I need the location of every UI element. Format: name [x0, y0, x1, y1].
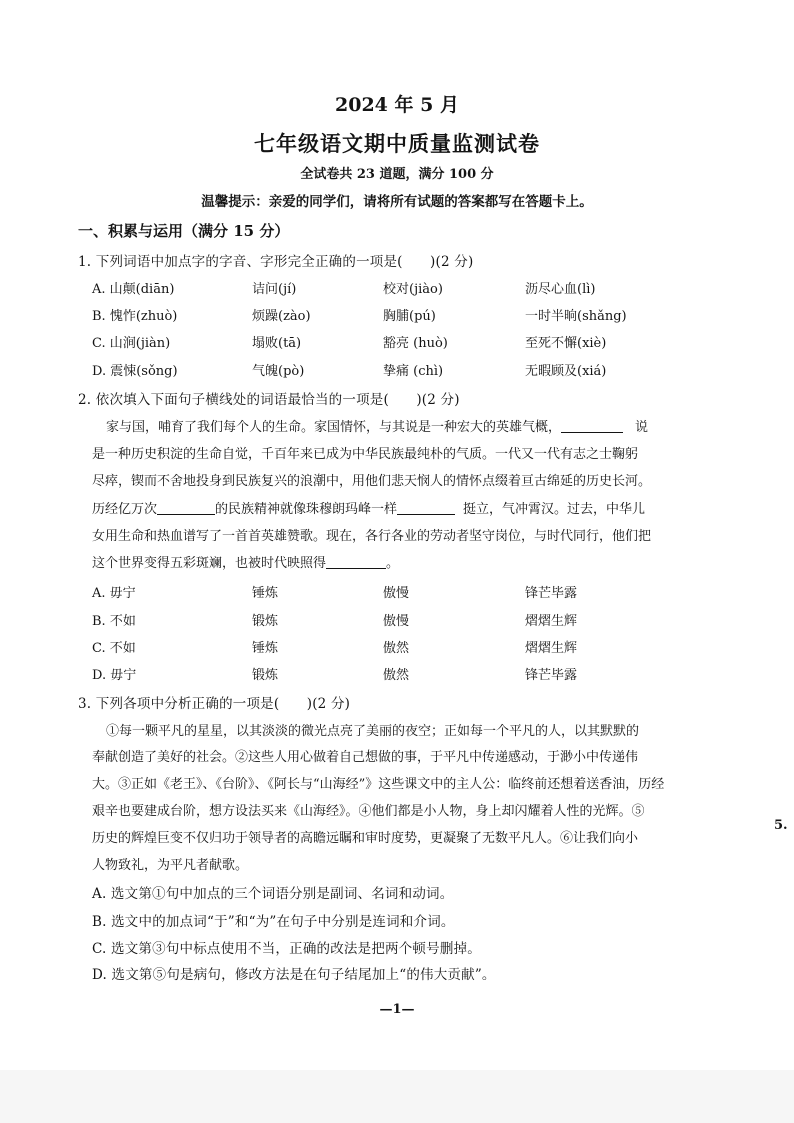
q3-passage-line-4: 艰辛也要建成台阶，想方设法买来《山海经》。④他们都是小人物，身上却闪耀着人性的光辉。⑤: [92, 804, 645, 819]
q1-option-a-word-4: 沥尽心血(lì): [525, 282, 596, 297]
q3-passage-line-6: 人物致礼，为平凡者献歌。: [92, 858, 249, 873]
q2-passage-line-5: 女用生命和热血谱写了一首首英雄赞歌。现在，各行各业的劳动者坚守岗位，与时代同行，他们把: [92, 529, 652, 544]
q1-option-c-word-1: C. 山涧(jiàn): [92, 336, 171, 351]
q2-option-c-word-4: 熠熠生辉: [525, 641, 578, 656]
q2-option-b-word-2: 锻炼: [252, 614, 279, 629]
exam-info: 全试卷共 23 道题，满分 100 分: [300, 167, 494, 182]
exam-title: 七年级语文期中质量监测试卷: [254, 131, 540, 156]
q1-option-d-word-4: 无暇顾及(xiá): [525, 364, 607, 379]
q2-passage-text: 历经亿万次: [92, 502, 158, 517]
q1-option-d-word-2: 气魄(pò): [252, 364, 305, 379]
q1-option-a-word-1: A. 山颠(diān): [92, 282, 175, 297]
q2-option-c-word-1: C. 不如: [92, 641, 136, 656]
page-number: —1—: [379, 1002, 415, 1017]
q2-passage-text: 的民族精神就像珠穆朗玛峰一样: [215, 502, 398, 517]
q1-option-c-word-2: 塌败(tā): [252, 336, 302, 351]
q2-option-a-word-2: 锤炼: [252, 586, 279, 601]
q3-option-c: C. 选文第③句中标点使用不当，正确的改法是把两个顿号删掉。: [92, 941, 481, 957]
q2-option-a-word-1: A. 毋宁: [92, 586, 136, 601]
answer-blank: [157, 500, 215, 515]
q3-passage-line-2: 奉献创造了美好的社会。②这些人用心做着自己想做的事，于平凡中传递感动，于渺小中传递伟: [92, 750, 639, 765]
q1-option-a-word-3: 校对(jiào): [383, 282, 443, 297]
q3-option-a: A. 选文第①句中加点的三个词语分别是副词、名词和动词。: [92, 886, 454, 902]
q1-option-b-word-1: B. 愧怍(zhuò): [92, 309, 178, 324]
q3-passage-line-3: 大。③正如《老王》、《台阶》、《阿长与“山海经”》这些课文中的主人公：临终前还想着送香油，历经: [92, 777, 665, 792]
q2-passage-text: 说: [635, 420, 649, 435]
q2-option-d-word-2: 锻炼: [252, 668, 279, 683]
q2-passage-line-2: 是一种历史积淀的生命自觉，千百年来已成为中华民族最纯朴的气质。一代又一代有志之士鞠躬: [92, 447, 639, 462]
answer-blank: [326, 554, 386, 569]
q1-option-b-word-2: 烦躁(zào): [252, 309, 311, 324]
section-heading: 一、积累与运用（满分 15 分）: [78, 222, 290, 240]
q2-option-c-word-2: 锤炼: [252, 641, 279, 656]
q3-passage-line-1: ①每一颗平凡的星星，以其淡淡的微光点亮了美丽的夜空；正如每一个平凡的人，以其默默的: [106, 724, 640, 739]
q2-option-b-word-4: 熠熠生辉: [525, 614, 578, 629]
q2-option-d-word-4: 锋芒毕露: [525, 668, 578, 683]
q2-option-a-word-3: 傲慢: [383, 586, 410, 601]
q3-passage-line-5: 历史的辉煌巨变不仅归功于领导者的高瞻远瞩和审时度势，更凝聚了无数平凡人。⑥让我们向小: [92, 831, 639, 846]
exam-tip: 温馨提示：亲爱的同学们，请将所有试题的答案都写在答题卡上。: [201, 194, 593, 210]
q1-option-d-word-3: 挚痛 (chì): [383, 364, 444, 379]
q3-stem: 3. 下列各项中分析正确的一项是( )(2 分): [78, 696, 351, 712]
q2-option-d-word-3: 傲然: [383, 668, 410, 683]
q2-option-c-word-3: 傲然: [383, 641, 410, 656]
q1-option-c-word-4: 至死不懈(xiè): [525, 336, 607, 351]
q3-option-d: D. 选文第⑤句是病句，修改方法是在句子结尾加上“的伟大贡献”。: [92, 967, 496, 983]
q1-option-a-word-2: 诘问(jí): [252, 282, 297, 297]
q2-passage-line-1: [92, 416, 648, 435]
q2-option-a-word-4: 锋芒毕露: [525, 586, 578, 601]
q1-option-d-word-1: D. 震悚(sǒng): [92, 364, 178, 379]
q2-stem: 2. 依次填入下面句子横线处的词语最恰当的一项是( )(2 分): [78, 392, 460, 408]
exam-date: 2024 年 5 月: [335, 94, 459, 116]
q2-option-b-word-1: B. 不如: [92, 614, 136, 629]
q1-option-b-word-3: 胸脯(pú): [383, 309, 436, 324]
q1-option-c-word-3: 豁亮 (huò): [383, 336, 448, 351]
q3-option-b: B. 选文中的加点词“于”和“为”在句子中分别是连词和介词。: [92, 914, 455, 930]
scan-bottom-band: [0, 1070, 794, 1123]
q2-passage-text: 挺立，气冲霄汉。过去，中华儿: [463, 502, 646, 517]
q1-stem: 1. 下列词语中加点字的字音、字形完全正确的一项是( )(2 分): [78, 254, 474, 270]
q2-passage-text: 。: [386, 556, 400, 571]
margin-question-number: 5.: [774, 818, 788, 833]
q2-passage-line-3: 尽瘁，锲而不舍地投身到民族复兴的浪潮中，用他们悲天悯人的情怀点缀着亘古绵延的历史长河。: [92, 474, 652, 489]
q2-passage-line-4: [92, 498, 645, 517]
q2-option-b-word-3: 傲慢: [383, 614, 410, 629]
answer-blank: [397, 500, 455, 515]
q2-passage-text: 家与国，哺育了我们每个人的生命。家国情怀，与其说是一种宏大的英雄气概，: [106, 420, 562, 435]
q2-passage-line-6: [92, 552, 399, 571]
q2-option-d-word-1: D. 毋宁: [92, 668, 137, 683]
answer-blank: [561, 418, 623, 433]
q2-passage-text: 这个世界变得五彩斑斓，也被时代映照得: [92, 556, 327, 571]
q1-option-b-word-4: 一时半晌(shǎng): [525, 309, 627, 324]
